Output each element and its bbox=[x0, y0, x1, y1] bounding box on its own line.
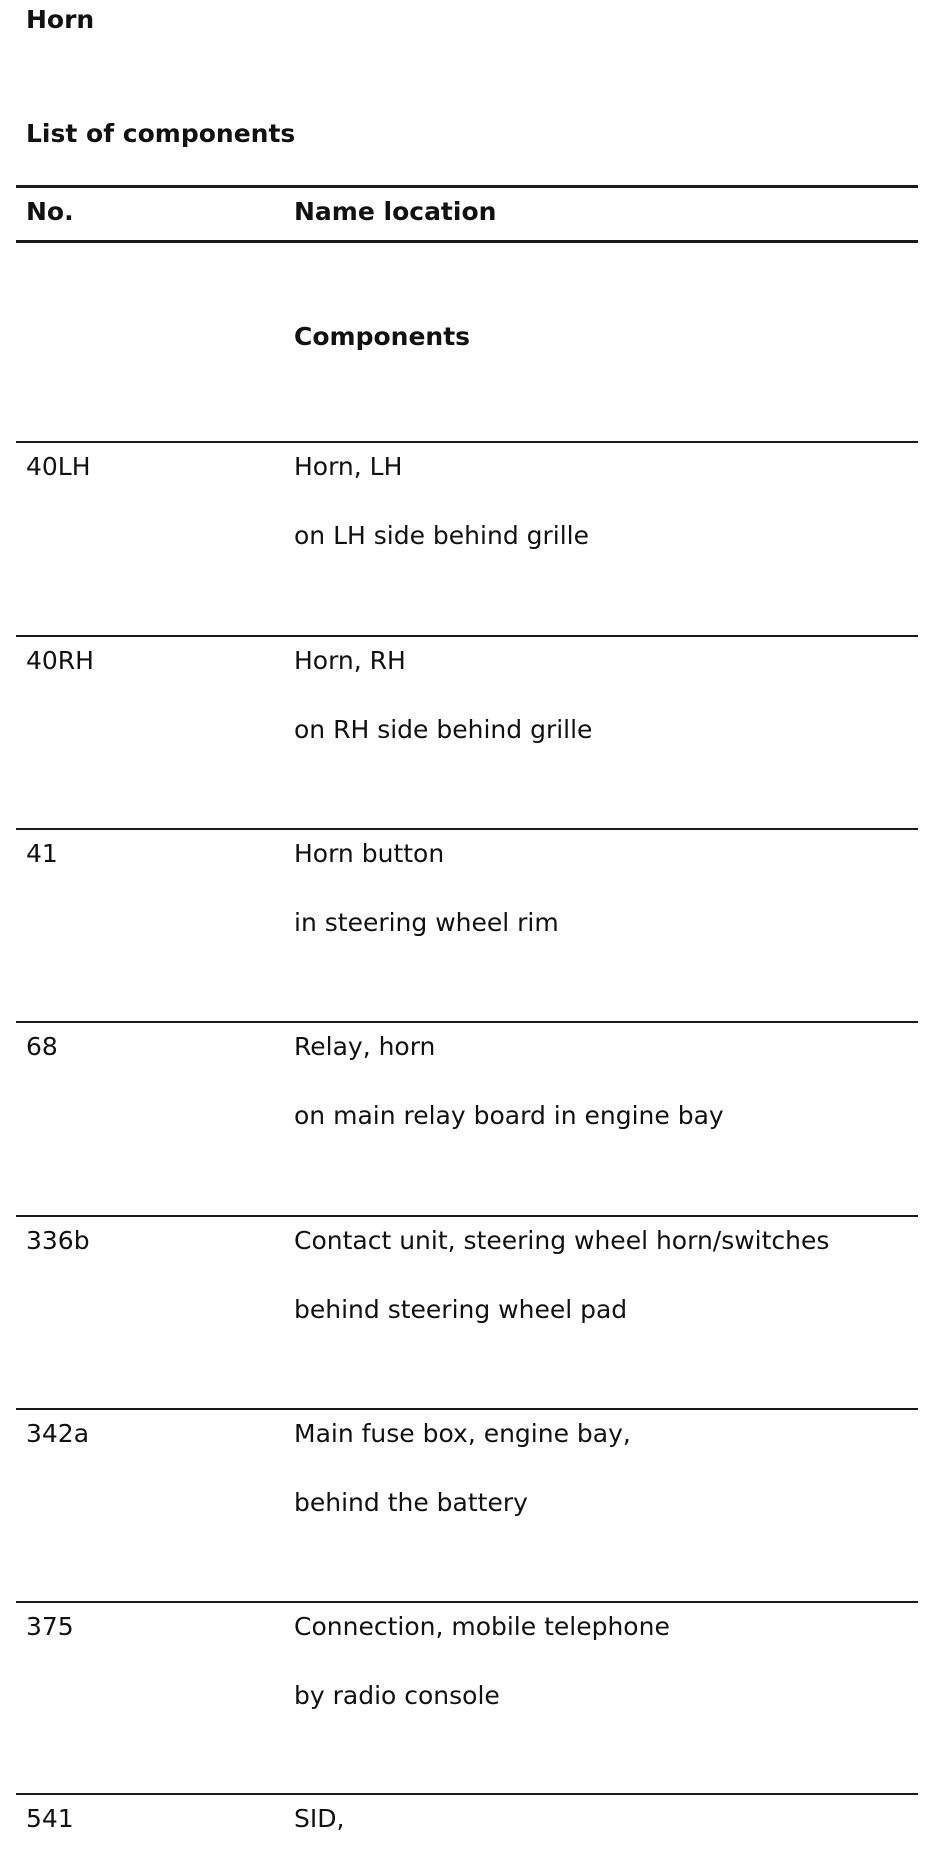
row-number: 375 bbox=[26, 1612, 74, 1641]
row-rule bbox=[16, 1793, 918, 1795]
row-name: Main fuse box, engine bay, bbox=[294, 1419, 631, 1448]
row-location: on main relay board in engine bay bbox=[294, 1101, 724, 1130]
row-rule bbox=[16, 635, 918, 637]
row-name: Connection, mobile telephone bbox=[294, 1612, 670, 1641]
header-bottom-rule bbox=[16, 240, 918, 243]
row-rule bbox=[16, 1021, 918, 1023]
row-number: 342a bbox=[26, 1419, 90, 1448]
row-rule bbox=[16, 1215, 918, 1217]
row-number: 336b bbox=[26, 1226, 90, 1255]
row-location: in steering wheel rim bbox=[294, 908, 559, 937]
row-number: 68 bbox=[26, 1032, 58, 1061]
group-label: Components bbox=[294, 322, 471, 351]
row-rule bbox=[16, 1601, 918, 1603]
document-title: Horn bbox=[26, 5, 95, 34]
row-rule bbox=[16, 441, 918, 443]
table-top-rule bbox=[16, 185, 918, 188]
section-title: List of components bbox=[26, 119, 296, 148]
header-name-location: Name location bbox=[294, 197, 497, 226]
row-name: Horn, RH bbox=[294, 646, 406, 675]
row-number: 40LH bbox=[26, 452, 91, 481]
row-rule bbox=[16, 828, 918, 830]
row-location: by radio console bbox=[294, 1681, 500, 1710]
row-name: Relay, horn bbox=[294, 1032, 436, 1061]
row-number: 40RH bbox=[26, 646, 94, 675]
row-location: on LH side behind grille bbox=[294, 521, 589, 550]
row-location: on RH side behind grille bbox=[294, 715, 593, 744]
row-name: Horn button bbox=[294, 839, 445, 868]
row-rule bbox=[16, 1408, 918, 1410]
header-no: No. bbox=[26, 197, 74, 226]
row-name: SID, bbox=[294, 1804, 345, 1833]
row-location: behind steering wheel pad bbox=[294, 1295, 628, 1324]
row-number: 541 bbox=[26, 1804, 74, 1833]
row-number: 41 bbox=[26, 839, 58, 868]
row-name: Contact unit, steering wheel horn/switches bbox=[294, 1226, 830, 1255]
row-name: Horn, LH bbox=[294, 452, 403, 481]
row-location: behind the battery bbox=[294, 1488, 528, 1517]
